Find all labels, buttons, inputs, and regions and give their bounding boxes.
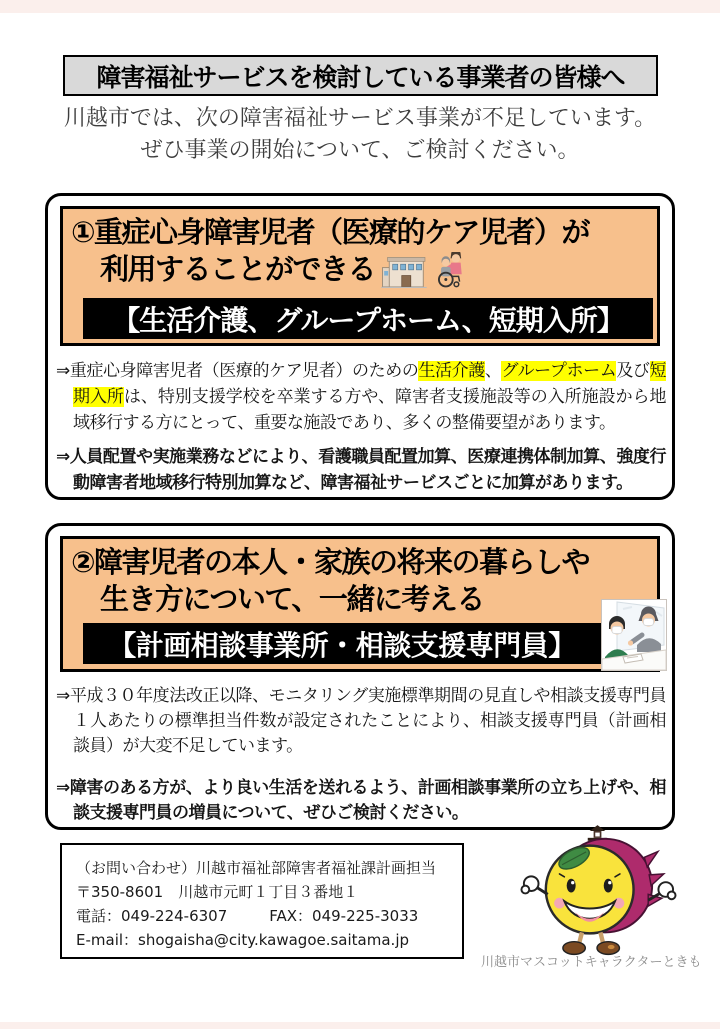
highlight-tankinyusho: 短期入所 [73, 361, 667, 407]
section2-header [60, 536, 660, 672]
section1-p1-suffix: は、特別支援学校を卒業する方や、障害者支援施設等の入所施設から地域移行する方にとって、重要な施設であり、多くの整備要望があります。 [73, 387, 666, 433]
contact-email: E-mail：shogaisha@city.kawagoe.saitama.jp [76, 931, 410, 949]
highlight-grouphome: グループホーム [501, 361, 617, 381]
section2-heading [63, 539, 657, 618]
title-banner-text: 障害福祉サービスを検討している事業者の皆様へ [96, 62, 625, 92]
section2-services-bar [83, 623, 601, 664]
intro-line-2: ぜひ事業の開始について、ご検討ください。 [140, 138, 580, 163]
title-banner [63, 55, 658, 96]
page-edge-strip-bottom [0, 1022, 720, 1029]
contact-address: 〒350-8601 川越市元町１丁目３番地１ [76, 883, 359, 901]
facility-building-icon [381, 254, 427, 288]
section2-paragraph-1: ⇒平成３０年度法改正以降、モニタリング実施標準期間の見直しや相談支援専門員１人あたりの標準担当件数が設定されたことにより、相談支援専門員（計画相談員）が大変不足しています。 [56, 686, 666, 756]
section1-heading-line1: ①重症心身障害児者（医療的ケア児者）が [71, 215, 590, 249]
section1-heading [63, 209, 657, 288]
section2-heading-line1: ②障害児者の本人・家族の将来の暮らしや [71, 545, 590, 579]
consultation-illustration [601, 599, 667, 671]
section1-paragraph-2: ⇒人員配置や実施業務などにより、看護職員配置加算、医療連携体制加算、強度行動障害者地域移行特別加算など、障害福祉サービスごとに加算があります。 [56, 447, 666, 493]
contact-phone-fax [76, 904, 456, 928]
highlight-seikatsukaigo: 生活介護 [418, 361, 485, 381]
section1-p1-prefix: ⇒重症心身障害児者（医療的ケア児者）のための [56, 361, 419, 381]
section1-services-bar [83, 298, 653, 339]
mascot-caption: 川越市マスコットキャラクターときも [481, 955, 702, 970]
section2-box [45, 523, 675, 830]
contact-department: （お問い合わせ）川越市福祉部障害者福祉課計画担当 [76, 859, 437, 877]
section2-services-text: 【計画相談事業所・相談支援専門員】 [108, 628, 576, 662]
contact-phone: 電話：049-224-6307 [76, 907, 228, 925]
section1-p1-sep2: 及び [616, 361, 650, 381]
section1-heading-line2: 利用することができる [100, 252, 376, 286]
tokimo-mascot-illustration [500, 824, 695, 956]
section1-header [60, 206, 660, 346]
contact-fax: FAX：049-225-3033 [269, 907, 419, 925]
section2-heading-line2: 生き方について、一緒に考える [100, 582, 484, 616]
intro-line-1: 川越市では、次の障害福祉サービス事業が不足しています。 [63, 106, 657, 131]
section1-box [45, 193, 675, 500]
wheelchair-user-icon [433, 252, 465, 288]
page-edge-strip-top [0, 0, 720, 13]
intro-text [0, 103, 720, 167]
section1-paragraph-1 [56, 358, 666, 436]
contact-box [60, 843, 464, 959]
section2-paragraph-2: ⇒障害のある方が、より良い生活を送れるよう、計画相談事業所の立ち上げや、相談支援専門員の増員について、ぜひご検討ください。 [56, 778, 666, 823]
section1-p1-sep1: 、 [484, 361, 502, 381]
section1-services-text: 【生活介護、グループホーム、短期入所】 [112, 303, 624, 337]
